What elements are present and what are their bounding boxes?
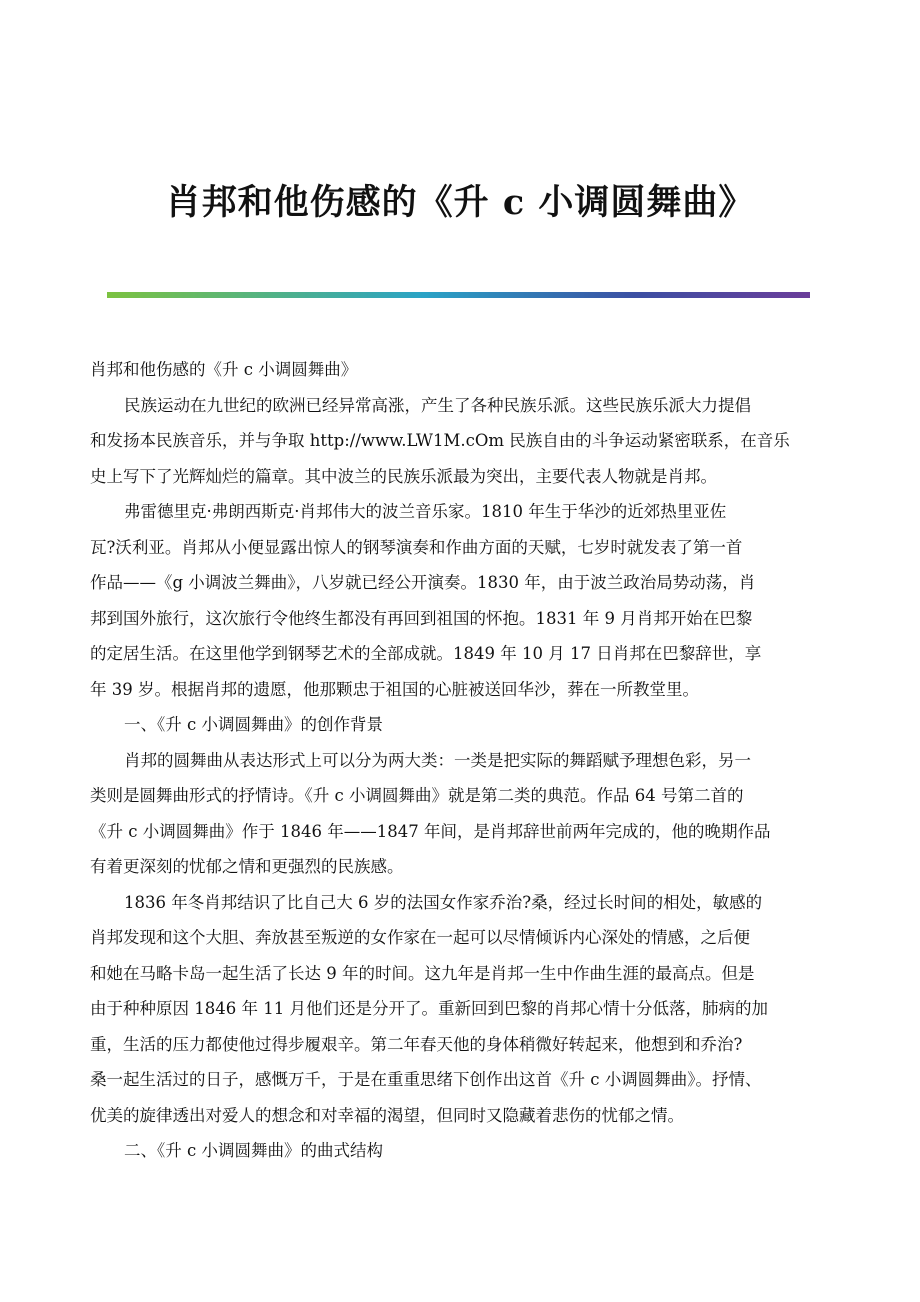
- paragraph-line: 肖邦发现和这个大胆、奔放甚至叛逆的女作家在一起可以尽情倾诉内心深处的情感，之后便: [90, 928, 750, 947]
- paragraph-line: 史上写下了光辉灿烂的篇章。其中波兰的民族乐派最为突出，主要代表人物就是肖邦。: [90, 466, 717, 486]
- section-heading: 二、《升 c 小调圆舞曲》的曲式结构: [124, 1141, 383, 1160]
- paragraph-line: 邦到国外旅行，这次旅行令他终生都没有再回到祖国的怀抱。1831 年 9 月肖邦开始在巴黎: [90, 608, 753, 628]
- paragraph-line: 类则是圆舞曲形式的抒情诗。《升 c 小调圆舞曲》就是第二类的典范。作品 64 号第二首的: [90, 786, 744, 805]
- title-divider: [107, 292, 810, 298]
- paragraph-line: 的定居生活。在这里他学到钢琴艺术的全部成就。1849 年 10 月 17 日肖邦在巴黎辞世，享: [90, 644, 762, 663]
- paragraph-line: 年 39 岁。根据肖邦的遗愿，他那颗忠于祖国的心脏被送回华沙，葬在一所教堂里。: [90, 679, 699, 699]
- paragraph-line: 有着更深刻的忧郁之情和更强烈的民族感。: [90, 857, 404, 876]
- paragraph-line: 瓦?沃利亚。肖邦从小便显露出惊人的钢琴演奏和作曲方面的天赋，七岁时就发表了第一首: [90, 537, 743, 557]
- paragraph-line: 民族运动在九世纪的欧洲已经异常高涨，产生了各种民族乐派。这些民族乐派大力提倡: [124, 395, 751, 415]
- paragraph-line: 重，生活的压力都使他过得步履艰辛。第二年春天他的身体稍微好转起来，他想到和乔治?: [90, 1034, 743, 1054]
- section-heading: 一、《升 c 小调圆舞曲》的创作背景: [124, 715, 383, 734]
- paragraph-line: 弗雷德里克·弗朗西斯克·肖邦伟大的波兰音乐家。1810 年生于华沙的近郊热里亚佐: [124, 502, 727, 521]
- article-body: [90, 352, 835, 1169]
- paragraph-line: 优美的旋律透出对爱人的想念和对幸福的渴望，但同时又隐藏着悲伤的忧郁之情。: [90, 1105, 684, 1125]
- paragraph-line: 和发扬本民族音乐，并与争取 http://www.LW1M.cOm 民族自由的斗争运动紧密联系，在音乐: [90, 431, 790, 450]
- paragraph-line: 桑一起生活过的日子，感慨万千，于是在重重思绪下创作出这首《升 c 小调圆舞曲》。抒情、: [90, 1070, 762, 1089]
- paragraph-line: 和她在马略卡岛一起生活了长达 9 年的时间。这九年是肖邦一生中作曲生涯的最高点。但是: [90, 963, 755, 983]
- paragraph-line: 肖邦的圆舞曲从表达形式上可以分为两大类：一类是把实际的舞蹈赋予理想色彩，另一: [124, 750, 751, 770]
- article-subtitle: 肖邦和他伤感的《升 c 小调圆舞曲》: [90, 360, 358, 379]
- paragraph-line: 作品——《g 小调波兰舞曲》，八岁就已经公开演奏。1830 年，由于波兰政治局势动荡，肖: [90, 573, 756, 592]
- document-title: 肖邦和他伤感的《升 c 小调圆舞曲》: [165, 182, 755, 223]
- paragraph-line: 由于种种原因 1846 年 11 月他们还是分开了。重新回到巴黎的肖邦心情十分低落，肺病的加: [90, 999, 768, 1018]
- paragraph-line: 《升 c 小调圆舞曲》作于 1846 年——1847 年间，是肖邦辞世前两年完成的，他的晚期作品: [90, 821, 771, 841]
- paragraph-line: 1836 年冬肖邦结识了比自己大 6 岁的法国女作家乔治?桑，经过长时间的相处，敏感的: [124, 892, 763, 912]
